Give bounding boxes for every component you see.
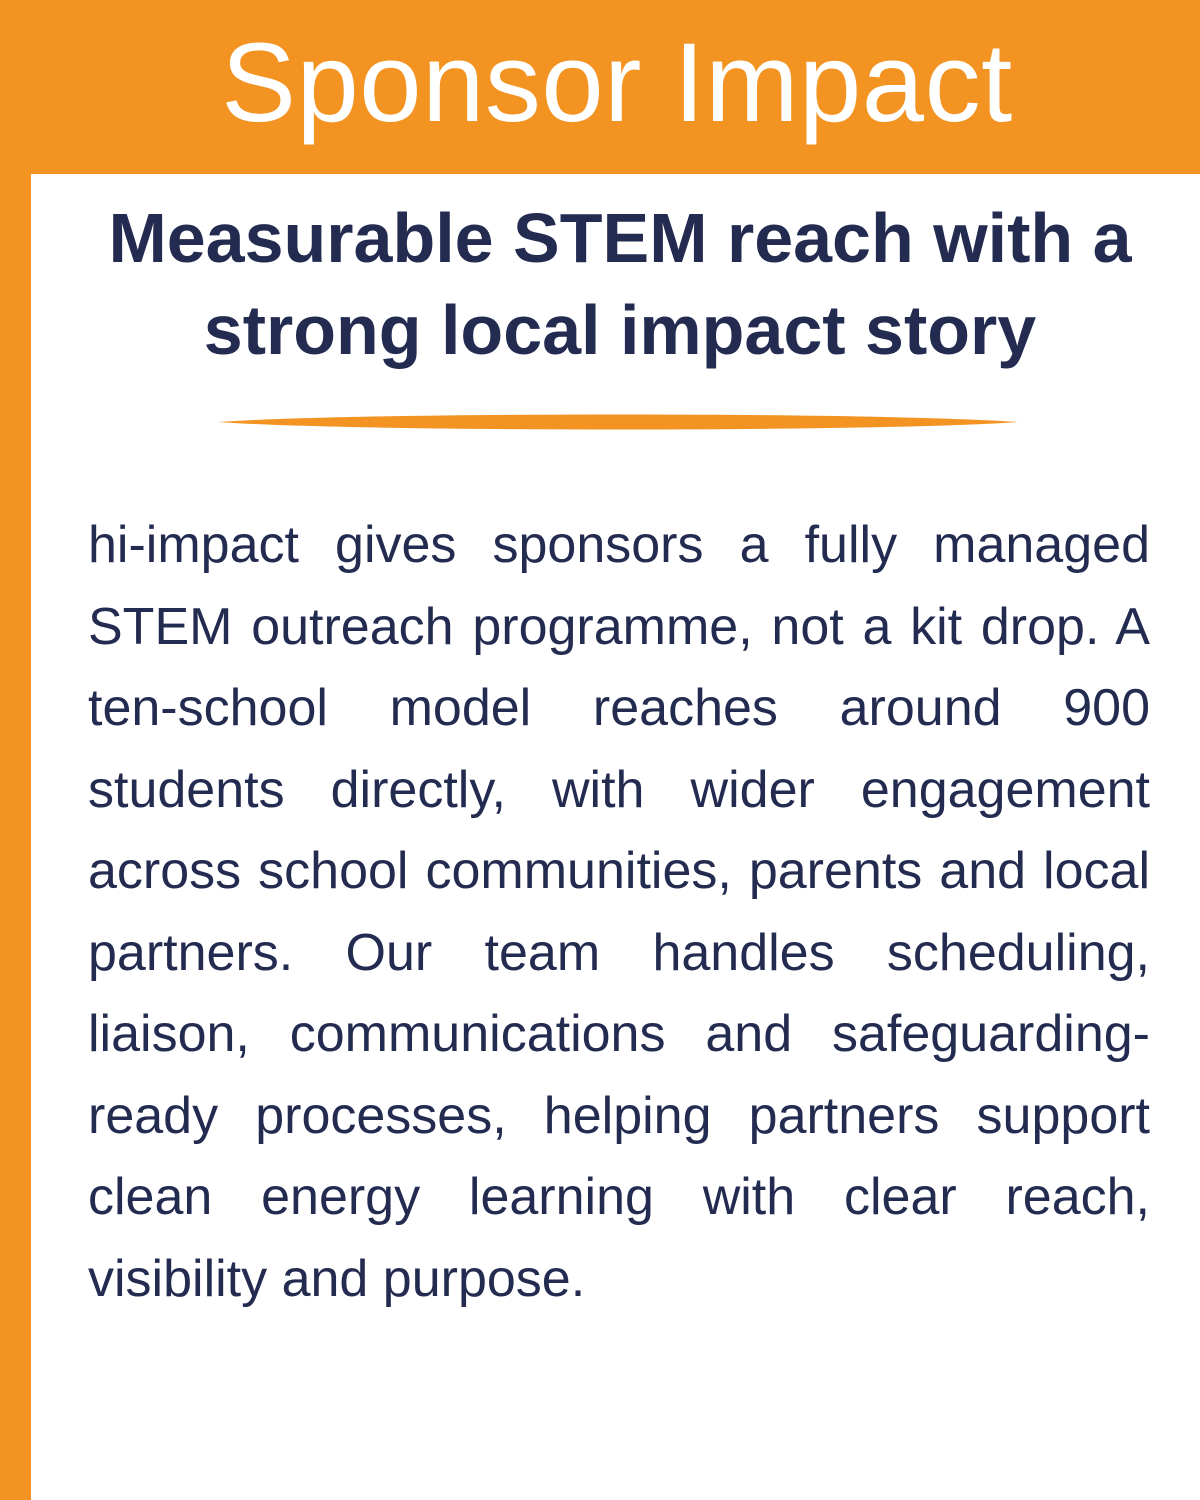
body-paragraph: hi-impact gives sponsors a fully managed STEM outreach programme, not a kit drop. A ten-school model reaches around 900 students directly, with wider engagement across school communities, parents and local partners. Our team handles scheduling, liaison, communications and safeguarding-ready processes, helping partners support clean energy learning with clear reach, visibility and purpose. <box>88 516 1150 1308</box>
orange-divider <box>218 407 1018 437</box>
subtitle: Measurable STEM reach with a strong local impact story <box>108 199 1132 369</box>
left-accent-bar <box>0 174 31 1500</box>
header-band <box>0 0 1200 174</box>
page-title: Sponsor Impact <box>221 20 1013 145</box>
